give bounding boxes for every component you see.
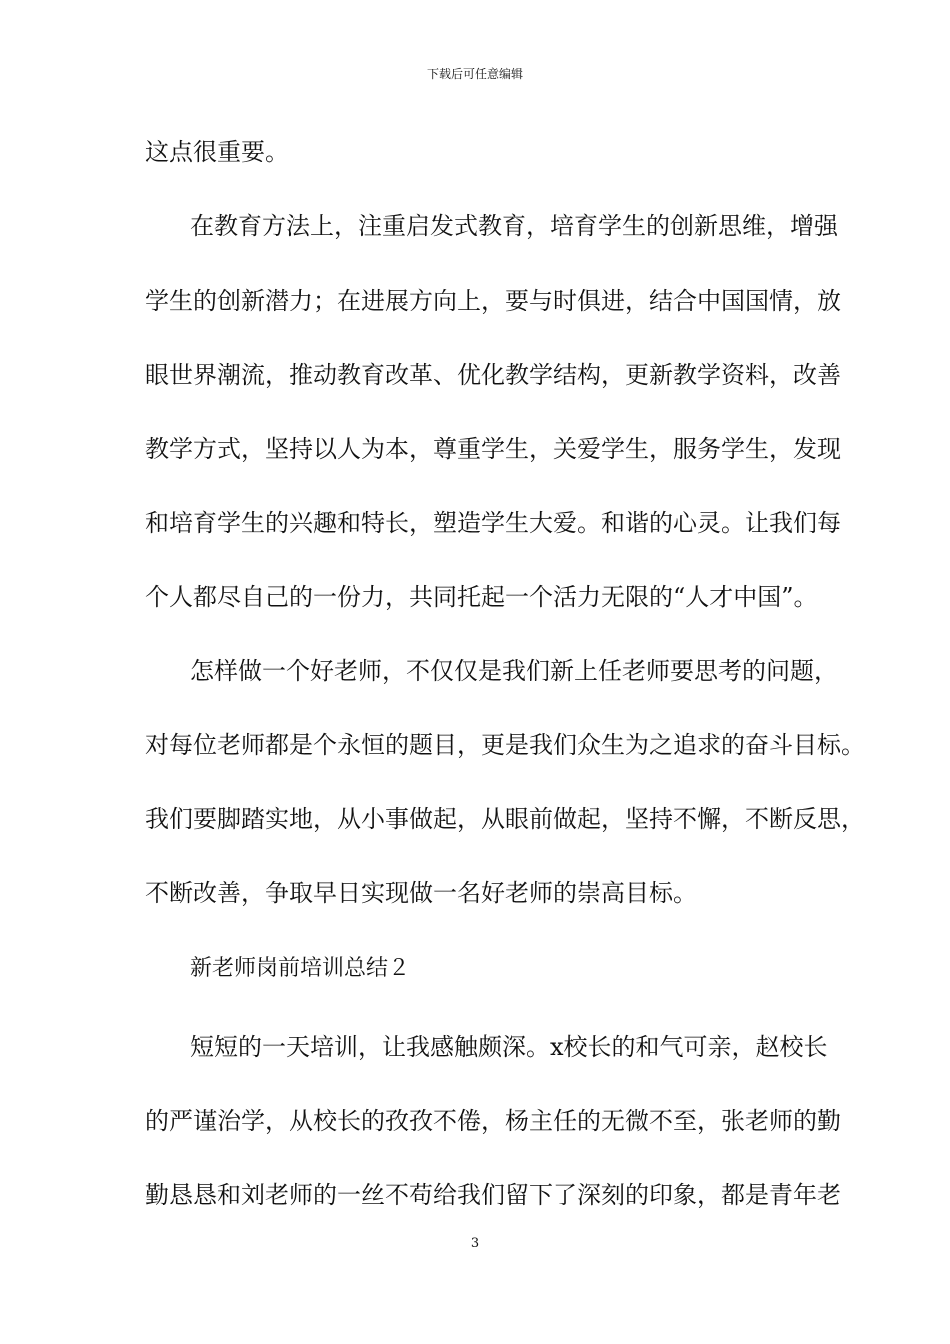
page-number: 3 (470, 1236, 480, 1251)
text-line: 对每位老师都是个永恒的题目，更是我们众生为之追求的奋斗目标。 (145, 731, 865, 759)
text-line: 的严谨治学，从校长的孜孜不倦，杨主任的无微不至，张老师的勤 (145, 1107, 841, 1135)
text-line: 怎样做一个好老师，不仅仅是我们新上任老师要思考的问题， (190, 657, 838, 685)
text-line: 短短的一天培训，让我感触颇深。x校长的和气可亲，赵校长 (190, 1033, 828, 1061)
text-line: 个人都尽自己的一份力，共同托起一个活力无限的“人才中国”。 (145, 583, 818, 611)
text-line: 和培育学生的兴趣和特长，塑造学生大爱。和谐的心灵。让我们每 (145, 509, 841, 537)
section-heading: 新老师岗前培训总结２ (190, 956, 411, 981)
page-header: 下载后可任意编辑 (426, 67, 523, 81)
text-line: 教学方式，坚持以人为本，尊重学生，关爱学生，服务学生，发现 (145, 435, 841, 463)
text-line: 这点很重要。 (145, 138, 289, 166)
text-line: 在教育方法上，注重启发式教育，培育学生的创新思维，增强 (190, 212, 838, 240)
text-line: 学生的创新潜力；在进展方向上，要与时俱进，结合中国国情，放 (145, 287, 841, 315)
text-line: 勤恳恳和刘老师的一丝不苟给我们留下了深刻的印象，都是青年老 (145, 1181, 841, 1209)
text-line: 眼世界潮流，推动教育改革、优化教学结构，更新教学资料，改善 (145, 361, 841, 389)
text-line: 不断改善，争取早日实现做一名好老师的崇高目标。 (145, 879, 697, 907)
text-line: 我们要脚踏实地，从小事做起，从眼前做起，坚持不懈，不断反思， (145, 805, 865, 833)
